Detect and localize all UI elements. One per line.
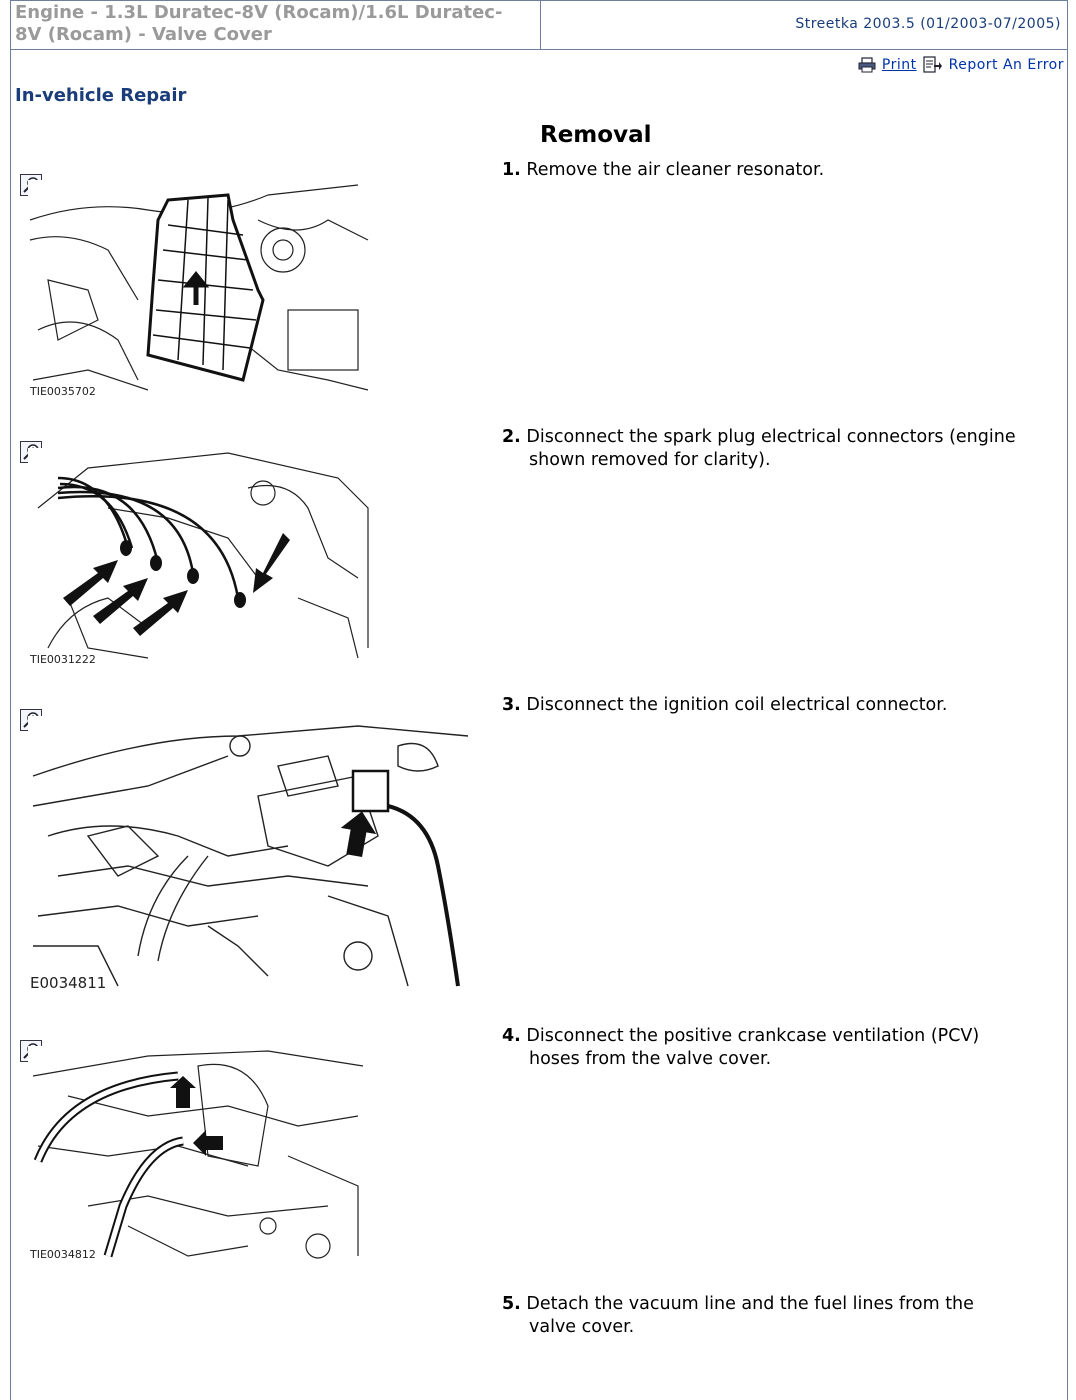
figure-air-cleaner-resonator[interactable]	[28, 180, 371, 398]
step-3: 3. Disconnect the ignition coil electrical connector.	[502, 695, 948, 715]
figure-label: TIE0031222	[30, 653, 96, 666]
step-5: 5. Detach the vacuum line and the fuel lines from the valve cover.	[502, 1294, 974, 1337]
header	[10, 0, 1068, 50]
step-4: 4. Disconnect the positive crankcase ventilation (PCV) hoses from the valve cover.	[502, 1026, 980, 1069]
removal-heading: Removal	[540, 122, 652, 148]
print-link[interactable]: Print	[881, 57, 917, 73]
figure-pcv-hoses[interactable]	[28, 1046, 368, 1264]
figure-label: TIE0035702	[30, 385, 96, 398]
printer-icon[interactable]	[858, 57, 876, 73]
report-error-link[interactable]: Report An Error	[948, 57, 1064, 73]
page-title: Engine - 1.3L Duratec-8V (Rocam)/1.6L Duratec- 8V (Rocam) - Valve Cover	[11, 1, 541, 49]
figure-spark-plug-connectors[interactable]	[28, 448, 371, 666]
vehicle-model: Streetka 2003.5 (01/2003-07/2005)	[795, 16, 1061, 32]
section-title: In-vehicle Repair	[15, 85, 187, 106]
toolbar	[858, 56, 1064, 74]
step-1: 1. Remove the air cleaner resonator.	[502, 160, 825, 180]
figure-label: E0034811	[30, 974, 107, 992]
report-error-icon[interactable]	[923, 56, 943, 74]
figure-label: TIE0034812	[30, 1248, 96, 1261]
step-2: 2. Disconnect the spark plug electrical connectors (engine shown removed for clarity).	[502, 427, 1016, 470]
figure-ignition-coil-connector[interactable]	[28, 716, 471, 996]
